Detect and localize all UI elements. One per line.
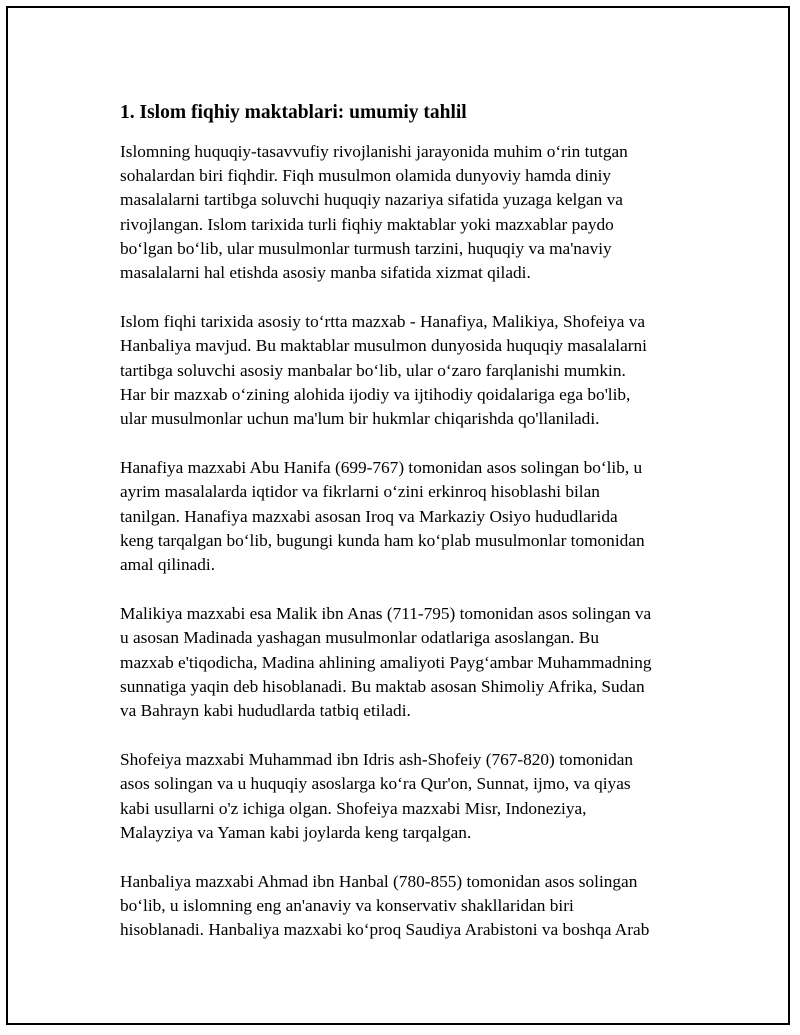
- document-body: [120, 100, 698, 968]
- text-line: masalalarni hal etishda asosiy manba sifatida xizmat qiladi.: [120, 263, 531, 283]
- text-line: sunnatiga yaqin deb hisoblanadi. Bu maktab asosan Shimoliy Afrika, Sudan: [120, 676, 645, 696]
- text-line: Har bir mazxab o‘zining alohida ijodiy va ijtihodiy qoidalariga ega bo'lib,: [120, 384, 631, 404]
- paragraph-hanbaliya: [120, 870, 698, 943]
- text-line: bo‘lgan bo‘lib, ular musulmonlar turmush tarzini, huquqiy va ma'naviy: [120, 238, 612, 258]
- text-line: Islom fiqhi tarixida asosiy to‘rtta mazxab - Hanafiya, Malikiya, Shofeiya va: [120, 312, 646, 332]
- section-heading: 1. Islom fiqhiy maktablari: umumiy tahlil: [120, 102, 467, 123]
- text-line: u asosan Madinada yashagan musulmonlar odatlariga asoslangan. Bu: [120, 628, 599, 648]
- paragraph-malikiya: [120, 602, 698, 723]
- text-line: hisoblanadi. Hanbaliya mazxabi ko‘proq Saudiya Arabistoni va boshqa Arab: [120, 920, 650, 940]
- text-line: rivojlangan. Islom tarixida turli fiqhiy maktablar yoki mazxablar paydo: [120, 214, 614, 234]
- text-line: kabi usullarni o'z ichiga olgan. Shofeiya mazxabi Misr, Indoneziya,: [120, 798, 587, 818]
- text-line: mazxab e'tiqodicha, Madina ahlining amaliyoti Payg‘ambar Muhammadning: [120, 652, 652, 672]
- text-line: amal qilinadi.: [120, 555, 216, 575]
- text-line: Islomning huquqiy-tasavvufiy rivojlanishi jarayonida muhim o‘rin tutgan: [120, 142, 628, 161]
- paragraph-shofeiya: [120, 748, 698, 845]
- paragraph-hanafiya: [120, 456, 698, 577]
- page-frame: [6, 6, 790, 1025]
- text-line: Malayziya va Yaman kabi joylarda keng tarqalgan.: [120, 822, 472, 842]
- text-line: bo‘lib, u islomning eng an'anaviy va konservativ shakllaridan biri: [120, 896, 574, 916]
- text-line: va Bahrayn kabi hududlarda tatbiq etiladi.: [120, 701, 411, 721]
- paragraph-four-schools: [120, 310, 698, 431]
- text-line: Hanafiya mazxabi Abu Hanifa (699-767) tomonidan asos solingan bo‘lib, u: [120, 458, 643, 478]
- text-line: keng tarqalgan bo‘lib, bugungi kunda ham ko‘plab musulmonlar tomonidan: [120, 530, 645, 550]
- text-line: ayrim masalalarda iqtidor va fikrlarni o‘zini erkinroq hisoblashi bilan: [120, 482, 600, 502]
- text-line: masalalarni tartibga soluvchi huquqiy nazariya sifatida yuzaga kelgan va: [120, 190, 623, 210]
- text-line: Hanbaliya mazxabi Ahmad ibn Hanbal (780-855) tomonidan asos solingan: [120, 872, 638, 892]
- text-line: Shofeiya mazxabi Muhammad ibn Idris ash-Shofeiy (767-820) tomonidan: [120, 750, 634, 770]
- paragraph-intro: [120, 140, 698, 285]
- text-line: asos solingan va u huquqiy asoslarga ko‘ra Qur'on, Sunnat, ijmo, va qiyas: [120, 774, 631, 794]
- text-line: sohalardan biri fiqhdir. Fiqh musulmon olamida dunyoviy hamda diniy: [120, 166, 612, 186]
- text-line: tanilgan. Hanafiya mazxabi asosan Iroq va Markaziy Osiyo hududlarida: [120, 506, 618, 526]
- text-line: tartibga soluvchi asosiy manbalar bo‘lib, ular o‘zaro farqlanishi mumkin.: [120, 360, 626, 380]
- text-line: Malikiya mazxabi esa Malik ibn Anas (711-795) tomonidan asos solingan va: [120, 604, 652, 624]
- text-line: ular musulmonlar uchun ma'lum bir hukmlar chiqarishda qo'llaniladi.: [120, 409, 600, 429]
- text-line: Hanbaliya mavjud. Bu maktablar musulmon dunyosida huquqiy masalalarni: [120, 336, 647, 356]
